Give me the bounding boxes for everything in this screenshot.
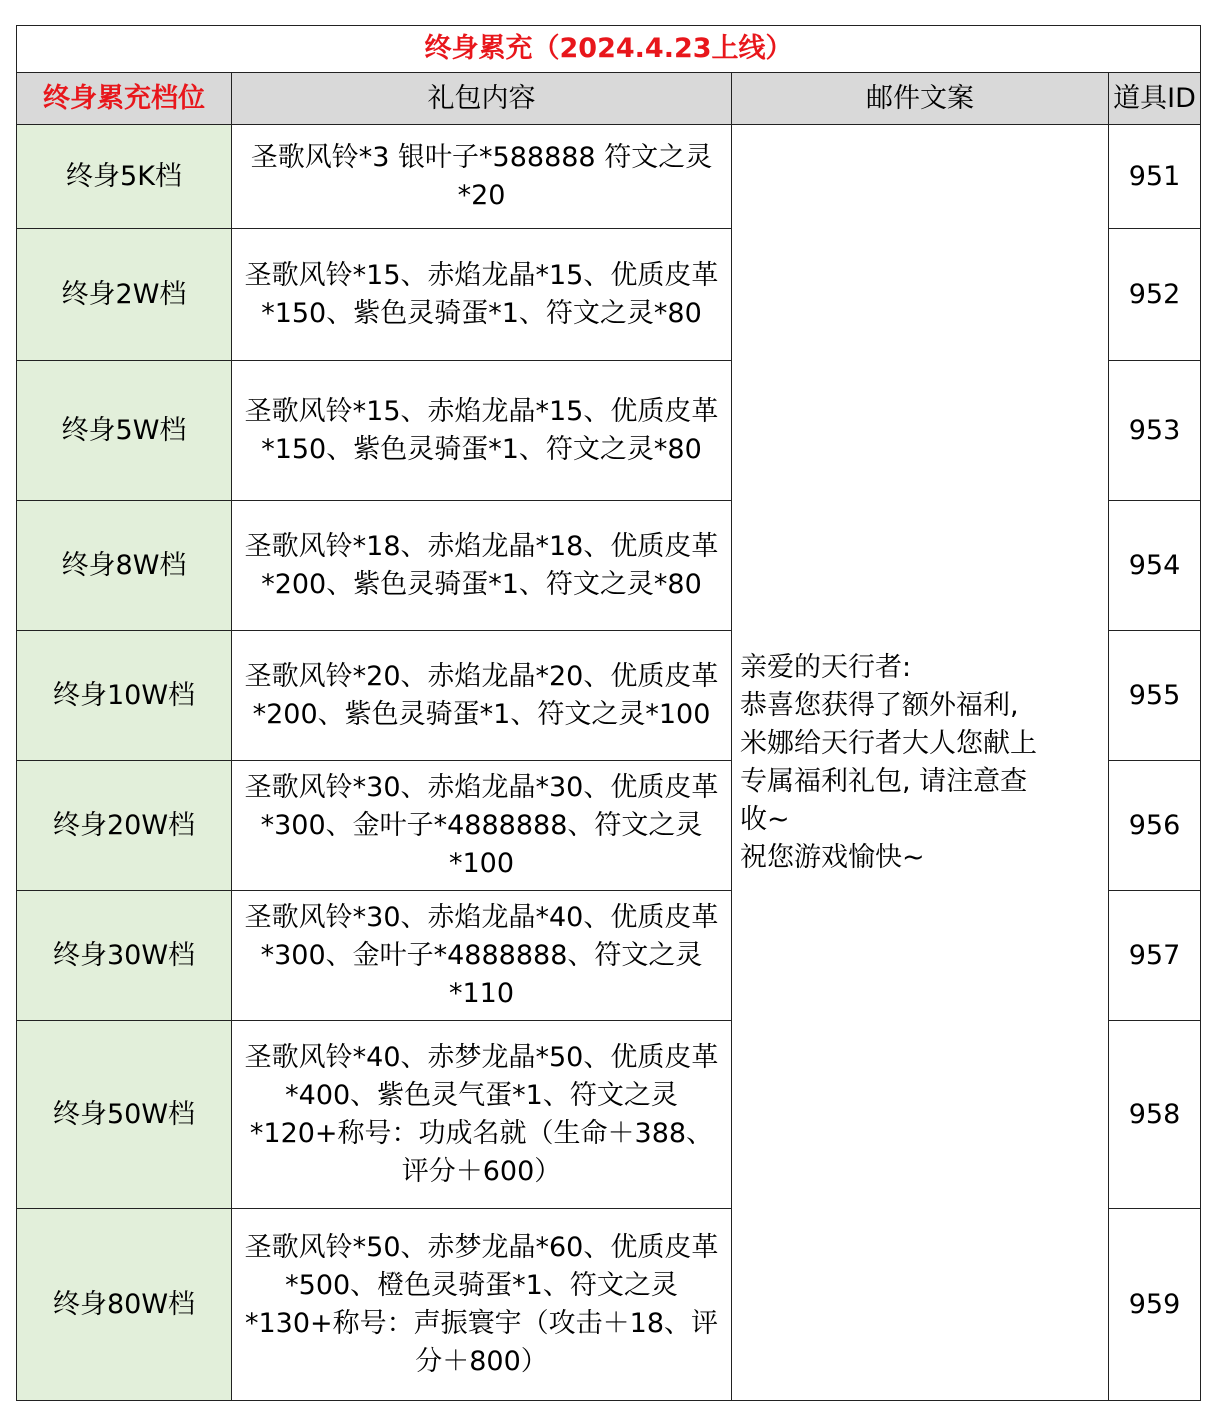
- header-tier[interactable]: 终身累充档位: [17, 73, 232, 125]
- tier-cell[interactable]: 终身30W档: [17, 891, 232, 1021]
- mail-text-line: 收~: [740, 803, 790, 835]
- recharge-table: [16, 25, 1201, 1401]
- item-id-cell[interactable]: 952: [1109, 229, 1201, 361]
- gift-content-cell[interactable]: 圣歌风铃*3 银叶子*588888 符文之灵*20: [232, 125, 732, 229]
- mail-text-line: 专属福利礼包, 请注意查: [740, 765, 1028, 797]
- title-row: [17, 26, 1201, 73]
- tier-cell[interactable]: 终身2W档: [17, 229, 232, 361]
- gift-content-cell[interactable]: 圣歌风铃*30、赤焰龙晶*40、优质皮革*300、金叶子*4888888、符文之灵*110: [232, 891, 732, 1021]
- gift-content-cell[interactable]: 圣歌风铃*40、赤梦龙晶*50、优质皮革*400、紫色灵气蛋*1、符文之灵*120+称号：功成名就（生命＋388、评分＋600）: [232, 1021, 732, 1209]
- item-id-cell[interactable]: 956: [1109, 761, 1201, 891]
- mail-text-line: 米娜给天行者大人您献上: [740, 727, 1037, 759]
- mail-text-line: 祝您游戏愉快~: [740, 841, 925, 873]
- table-row: [17, 125, 1201, 229]
- gift-content-cell[interactable]: 圣歌风铃*30、赤焰龙晶*30、优质皮革*300、金叶子*4888888、符文之灵*100: [232, 761, 732, 891]
- gift-content-cell[interactable]: 圣歌风铃*15、赤焰龙晶*15、优质皮革*150、紫色灵骑蛋*1、符文之灵*80: [232, 361, 732, 501]
- item-id-cell[interactable]: 955: [1109, 631, 1201, 761]
- tier-cell[interactable]: 终身10W档: [17, 631, 232, 761]
- mail-text-line: 恭喜您获得了额外福利,: [740, 689, 1019, 721]
- gift-content-cell[interactable]: 圣歌风铃*15、赤焰龙晶*15、优质皮革*150、紫色灵骑蛋*1、符文之灵*80: [232, 229, 732, 361]
- tier-cell[interactable]: 终身5K档: [17, 125, 232, 229]
- item-id-cell[interactable]: 957: [1109, 891, 1201, 1021]
- gift-content-cell[interactable]: 圣歌风铃*18、赤焰龙晶*18、优质皮革*200、紫色灵骑蛋*1、符文之灵*80: [232, 501, 732, 631]
- item-id-cell[interactable]: 958: [1109, 1021, 1201, 1209]
- item-id-cell[interactable]: 953: [1109, 361, 1201, 501]
- item-id-cell[interactable]: 951: [1109, 125, 1201, 229]
- item-id-cell[interactable]: 959: [1109, 1209, 1201, 1401]
- header-row: [17, 73, 1201, 125]
- tier-cell[interactable]: 终身5W档: [17, 361, 232, 501]
- item-id-cell[interactable]: 954: [1109, 501, 1201, 631]
- header-id[interactable]: 道具ID: [1109, 73, 1201, 125]
- header-content[interactable]: 礼包内容: [232, 73, 732, 125]
- gift-content-cell[interactable]: 圣歌风铃*20、赤焰龙晶*20、优质皮革*200、紫色灵骑蛋*1、符文之灵*100: [232, 631, 732, 761]
- tier-cell[interactable]: 终身20W档: [17, 761, 232, 891]
- mail-text-cell[interactable]: [732, 125, 1109, 1401]
- tier-cell[interactable]: 终身8W档: [17, 501, 232, 631]
- gift-content-cell[interactable]: 圣歌风铃*50、赤梦龙晶*60、优质皮革*500、橙色灵骑蛋*1、符文之灵*130+称号：声振寰宇（攻击＋18、评分＋800）: [232, 1209, 732, 1401]
- tier-cell[interactable]: 终身50W档: [17, 1021, 232, 1209]
- header-mail[interactable]: 邮件文案: [732, 73, 1109, 125]
- table-title[interactable]: 终身累充（2024.4.23上线）: [17, 26, 1201, 73]
- mail-text-line: 亲爱的天行者:: [740, 651, 912, 683]
- tier-cell[interactable]: 终身80W档: [17, 1209, 232, 1401]
